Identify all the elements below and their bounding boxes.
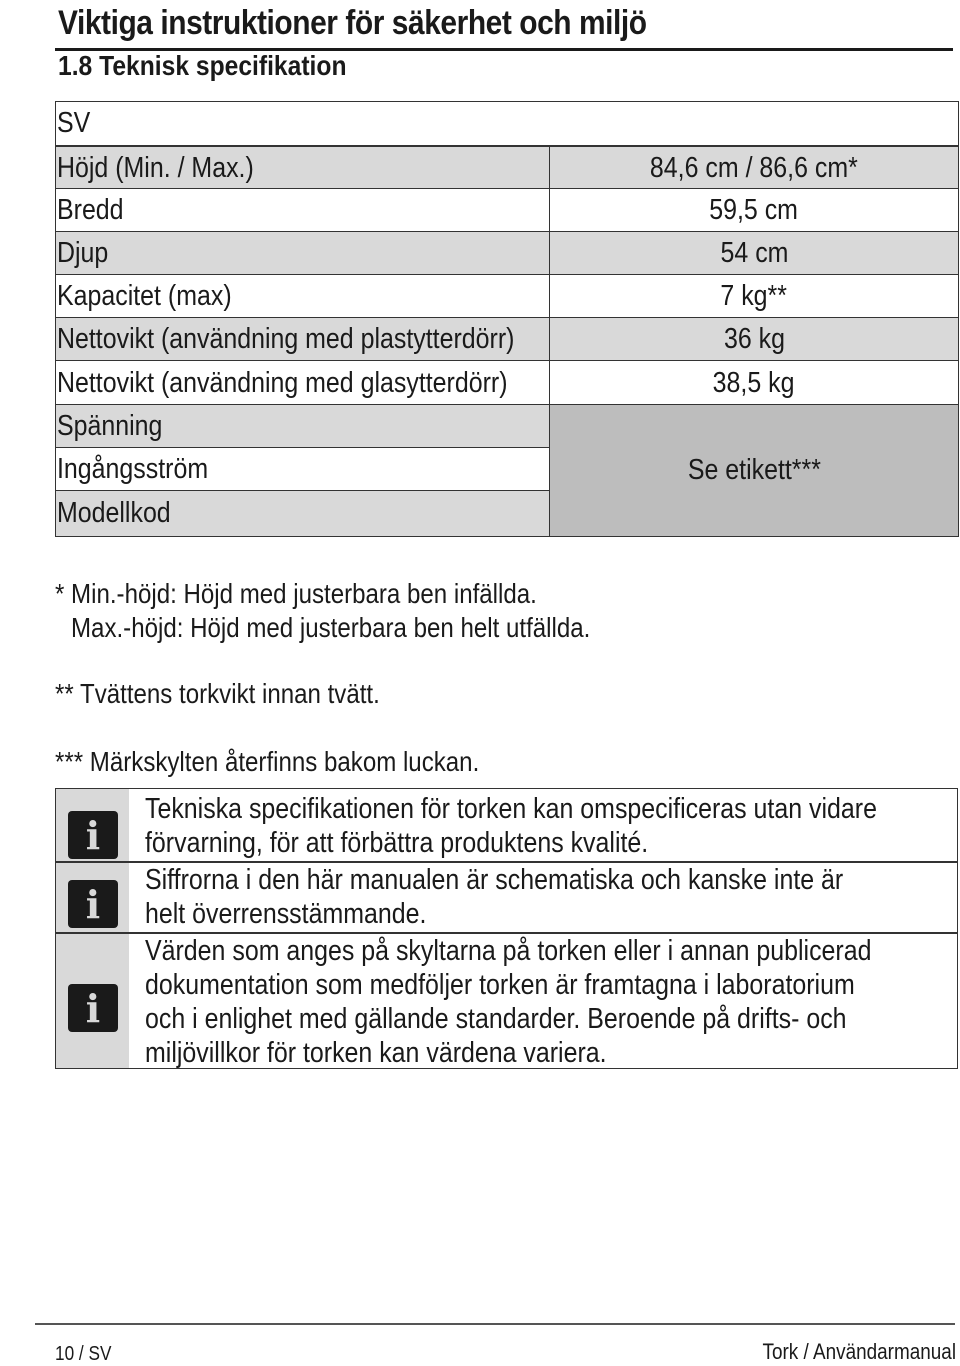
footnote-label-location: *** Märkskylten återfinns bakom luckan.: [55, 746, 480, 777]
info-icon: i: [68, 984, 118, 1032]
spec-label-height: Höjd (Min. / Max.): [55, 146, 551, 190]
spec-value-height: 84,6 cm / 86,6 cm*: [549, 146, 959, 190]
spec-table: [55, 101, 959, 537]
info-note-text: Värden som anges på skyltarna på torken eller i annan publicerad dokumentation som medföljer torken är framtagna i laboratorium och i enlighet med gällande standarder. Beroende på drifts- och miljövillkor för torken kan värdena variera.: [145, 935, 872, 1069]
spec-label-model-code: Modellkod: [55, 490, 551, 537]
manual-title: Tork / Användarmanual: [762, 1339, 956, 1364]
table-language-header: SV: [55, 101, 959, 146]
spec-value-net-weight-plastic: 36 kg: [549, 317, 959, 362]
spec-label-voltage: Spänning: [55, 404, 551, 449]
footer-rule: [35, 1323, 955, 1325]
spec-value-width: 59,5 cm: [549, 188, 959, 233]
footnote-max-height: Max.-höjd: Höjd med justerbara ben helt utfällda.: [71, 612, 591, 643]
page-header-title: Viktiga instruktioner för säkerhet och miljö: [58, 4, 647, 42]
info-note-text: Tekniska specifikationen för torken kan omspecificeras utan vidare förvarning, för att förbättra produktens kvalité.: [145, 793, 877, 859]
spec-value-capacity: 7 kg**: [549, 274, 959, 319]
info-note-text: Siffrorna i den här manualen är schematiska och kanske inte är helt överrensstämmande.: [145, 864, 844, 930]
info-notes-box: [55, 788, 958, 1069]
info-icon: i: [68, 811, 118, 859]
spec-label-capacity: Kapacitet (max): [55, 274, 551, 319]
spec-value-net-weight-glass: 38,5 kg: [549, 360, 959, 406]
spec-label-net-weight-glass: Nettovikt (användning med glasytterdörr): [55, 360, 551, 406]
section-title: 1.8 Teknisk specifikation: [58, 50, 347, 81]
footnote-min-height: * Min.-höjd: Höjd med justerbara ben infällda.: [55, 578, 537, 609]
spec-label-input-current: Ingångsström: [55, 447, 551, 492]
spec-value-depth: 54 cm: [549, 231, 959, 276]
spec-label-width: Bredd: [55, 188, 551, 233]
footnote-capacity: ** Tvättens torkvikt innan tvätt.: [55, 678, 380, 709]
spec-value-see-label: Se etikett***: [549, 404, 959, 537]
spec-label-net-weight-plastic: Nettovikt (användning med plastytterdörr): [55, 317, 551, 362]
spec-label-depth: Djup: [55, 231, 551, 276]
info-icon: i: [68, 880, 118, 928]
page-number: 10 / SV: [55, 1343, 112, 1365]
